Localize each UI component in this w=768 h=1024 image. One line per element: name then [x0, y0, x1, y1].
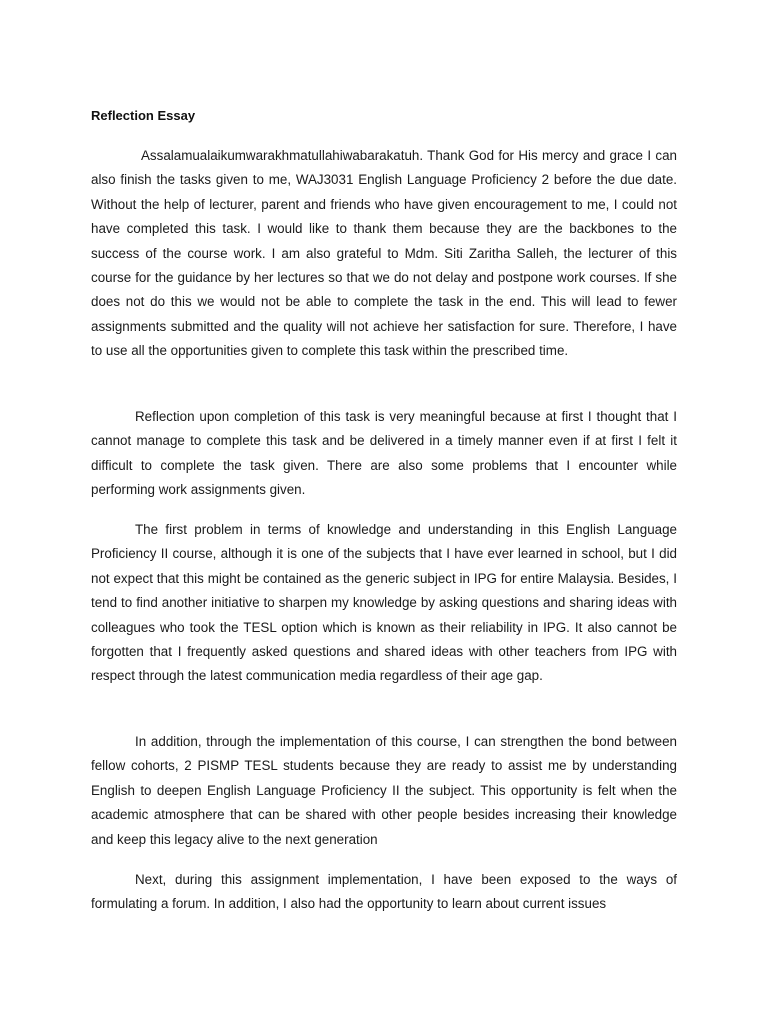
paragraph-5: Next, during this assignment implementation, I have been exposed to the ways of formulating a forum. In addition, I also had the opportunity to learn about current issues	[91, 872, 677, 912]
paragraph-4: In addition, through the implementation of this course, I can strengthen the bond between fellow cohorts, 2 PISMP TESL students because they are ready to assist me by understanding English to deepen English Language Proficiency II the subject. This opportunity is felt when the academic atmosphere that can be shared with other people besides increasing their knowledge and keep this legacy alive to the next generation	[91, 734, 677, 847]
paragraph-3: The first problem in terms of knowledge and understanding in this English Language Proficiency II course, although it is one of the subjects that I have ever learned in school, but I did not expect that this might be contained as the generic subject in IPG for entire Malaysia. Besides, I tend to find another initiative to sharpen my knowledge by asking questions and sharing ideas with colleagues who took the TESL option which is known as their reliability in IPG. It also cannot be forgotten that I frequently asked questions and shared ideas with other teachers from IPG with respect through the latest communication media regardless of their age gap.	[91, 522, 677, 684]
essay-title: Reflection Essay	[91, 108, 196, 123]
paragraph-1: Assalamualaikumwarakhmatullahiwabarakatuh. Thank God for His mercy and grace I can also finish the tasks given to me, WAJ3031 English Language Proficiency 2 before the due date. Without the help of lecturer, parent and friends who have given encouragement to me, I could not have completed this task. I would like to thank them because they are the backbones to the success of the course work. I am also grateful to Mdm. Siti Zaritha Salleh, the lecturer of this course for the guidance by her lectures so that we do not delay and postpone work courses. If she does not do this we would not be able to complete the task in the end. This will lead to fewer assignments submitted and the quality will not achieve her satisfaction for sure. Therefore, I have to use all the opportunities given to complete this task within the prescribed time.	[91, 148, 677, 359]
paragraph-2: Reflection upon completion of this task is very meaningful because at first I thought that I cannot manage to complete this task and be delivered in a timely manner even if at first I felt it difficult to complete the task given. There are also some problems that I encounter while performing work assignments given.	[91, 409, 677, 498]
